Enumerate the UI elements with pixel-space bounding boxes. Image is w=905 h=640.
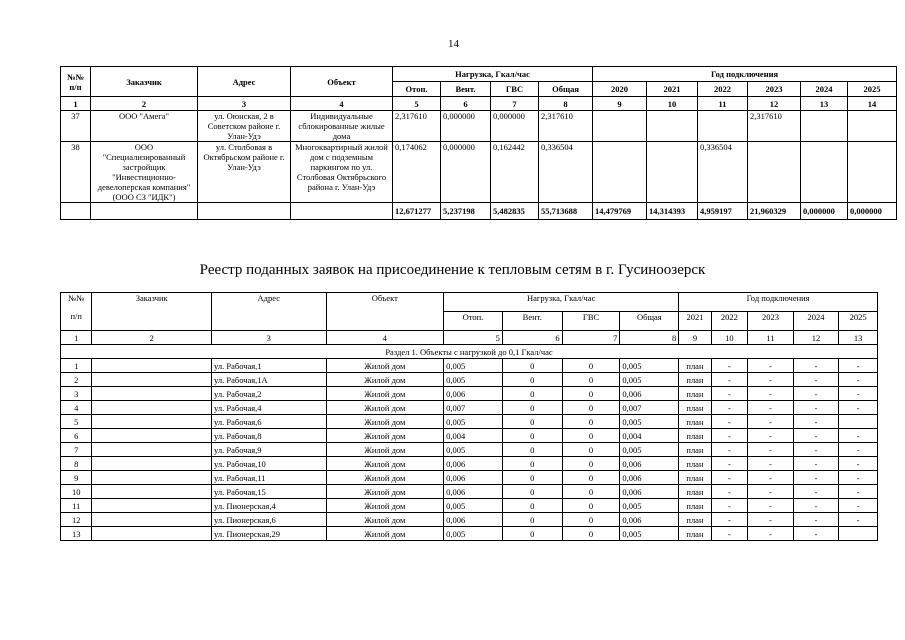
cell-object: Жилой дом — [326, 513, 444, 527]
cell-gvs: 0 — [562, 499, 620, 513]
column-number: 4 — [326, 331, 444, 345]
cell-y2023: - — [748, 373, 794, 387]
cell-y2021: план — [679, 471, 711, 485]
cell-object: Жилой дом — [326, 499, 444, 513]
cell-object: Жилой дом — [326, 415, 444, 429]
cell-y2023: - — [748, 387, 794, 401]
cell-gvs: 0 — [562, 527, 620, 541]
cell-y2024 — [801, 111, 848, 142]
cell-customer — [92, 457, 212, 471]
cell-y2022: - — [711, 513, 747, 527]
cell-num: 8 — [61, 457, 92, 471]
cell-y2024: - — [793, 387, 839, 401]
column-number: 1 — [61, 331, 92, 345]
cell-address: ул. Рабочая,1А — [212, 373, 327, 387]
cell-total: 0,006 — [620, 457, 679, 471]
empty-cell — [291, 203, 393, 220]
total-vent: 5,237198 — [441, 203, 491, 220]
cell-num: 7 — [61, 443, 92, 457]
cell-address: ул. Рабочая,9 — [212, 443, 327, 457]
table-row — [61, 485, 878, 499]
cell-total: 0,005 — [620, 527, 679, 541]
cell-y2023: - — [748, 401, 794, 415]
empty-cell — [198, 203, 291, 220]
column-number: 5 — [393, 97, 441, 111]
cell-address: ул. Столбовая в Октябрьском районе г. Улан-Удэ — [198, 142, 291, 203]
cell-vent: 0 — [502, 415, 562, 429]
cell-y2023: - — [748, 471, 794, 485]
total-y2025: 0,000000 — [848, 203, 897, 220]
column-number: 5 — [444, 331, 503, 345]
cell-y2024: - — [793, 471, 839, 485]
cell-y2024: - — [793, 457, 839, 471]
cell-customer — [92, 485, 212, 499]
cell-y2025: - — [839, 471, 878, 485]
year-col-header: 2021 — [647, 82, 698, 97]
column-number: 1 — [61, 97, 91, 111]
cell-y2020 — [593, 142, 647, 203]
column-number: 8 — [620, 331, 679, 345]
num-header-bottom: п/п — [70, 311, 82, 321]
cell-num: 38 — [61, 142, 91, 203]
column-number: 11 — [748, 331, 794, 345]
cell-y2025: - — [839, 485, 878, 499]
cell-customer — [92, 401, 212, 415]
cell-y2021: план — [679, 485, 711, 499]
cell-vent: 0,000000 — [441, 111, 491, 142]
year-col-header: 2024 — [793, 312, 839, 331]
load-col-header: Общая — [620, 312, 679, 331]
cell-vent: 0,000000 — [441, 142, 491, 203]
cell-y2022: - — [711, 359, 747, 373]
cell-y2021: план — [679, 499, 711, 513]
cell-total: 0,336504 — [539, 142, 593, 203]
cell-y2025: - — [839, 429, 878, 443]
cell-address: ул. Рабочая,4 — [212, 401, 327, 415]
cell-y2021: план — [679, 443, 711, 457]
year-col-header: 2025 — [839, 312, 878, 331]
cell-object: Жилой дом — [326, 429, 444, 443]
empty-cell — [61, 203, 91, 220]
column-number: 12 — [793, 331, 839, 345]
cell-num: 1 — [61, 359, 92, 373]
cell-total: 0,006 — [620, 387, 679, 401]
cell-y2022: - — [711, 527, 747, 541]
cell-heat: 0,006 — [444, 457, 503, 471]
cell-y2025 — [848, 142, 897, 203]
total-y2024: 0,000000 — [801, 203, 848, 220]
cell-y2021: план — [679, 387, 711, 401]
cell-y2023: - — [748, 513, 794, 527]
cell-num: 2 — [61, 373, 92, 387]
cell-y2023: - — [748, 457, 794, 471]
cell-heat: 0,006 — [444, 387, 503, 401]
cell-object: Жилой дом — [326, 401, 444, 415]
cell-y2022: - — [711, 457, 747, 471]
cell-address: ул. Рабочая,10 — [212, 457, 327, 471]
cell-address: ул. Рабочая,2 — [212, 387, 327, 401]
cell-customer: ООО "Специализированный застройщик "Инвестиционно-девелоперская компания" (ООО СЗ "ИДК") — [91, 142, 198, 203]
col-num-header — [61, 293, 92, 331]
year-col-header: 2022 — [698, 82, 748, 97]
table-row — [61, 387, 878, 401]
cell-y2025: - — [839, 513, 878, 527]
cell-total: 2,317610 — [539, 111, 593, 142]
cell-num: 3 — [61, 387, 92, 401]
cell-object: Жилой дом — [326, 373, 444, 387]
cell-heat: 0,004 — [444, 429, 503, 443]
cell-y2022: - — [711, 471, 747, 485]
load-group-header: Нагрузка, Гкал/час — [444, 293, 679, 312]
load-col-header: Вент. — [502, 312, 562, 331]
empty-cell — [91, 203, 198, 220]
total-y2022: 4,959197 — [698, 203, 748, 220]
cell-y2021 — [647, 142, 698, 203]
cell-heat: 0,006 — [444, 471, 503, 485]
cell-address: ул. Рабочая,11 — [212, 471, 327, 485]
section-header: Раздел 1. Объекты с нагрузкой до 0,1 Гкал/час — [61, 345, 878, 359]
cell-total: 0,004 — [620, 429, 679, 443]
cell-gvs: 0 — [562, 373, 620, 387]
total-heat: 12,671277 — [393, 203, 441, 220]
cell-vent: 0 — [502, 457, 562, 471]
cell-y2021: план — [679, 415, 711, 429]
table-row — [61, 415, 878, 429]
cell-y2022: - — [711, 429, 747, 443]
cell-y2023: - — [748, 485, 794, 499]
cell-y2023 — [748, 142, 801, 203]
cell-customer — [92, 415, 212, 429]
cell-total: 0,005 — [620, 415, 679, 429]
cell-vent: 0 — [502, 373, 562, 387]
registry-title: Реестр поданных заявок на присоединение к тепловым сетям в г. Гусиноозерск — [199, 262, 706, 278]
cell-vent: 0 — [502, 513, 562, 527]
cell-gvs: 0 — [562, 401, 620, 415]
column-number: 14 — [848, 97, 897, 111]
cell-object: Многоквартирный жилой дом с подземным паркингом по ул. Столбовая Октябрьского района г. Улан-Удэ — [291, 142, 393, 203]
column-number: 2 — [91, 97, 198, 111]
total-total: 55,713688 — [539, 203, 593, 220]
column-number: 11 — [698, 97, 748, 111]
cell-address: ул. Пионерская,6 — [212, 513, 327, 527]
cell-y2022: - — [711, 401, 747, 415]
cell-customer — [92, 387, 212, 401]
cell-heat: 0,005 — [444, 415, 503, 429]
cell-customer — [92, 499, 212, 513]
cell-heat: 0,006 — [444, 485, 503, 499]
table-row — [61, 499, 878, 513]
cell-y2020 — [593, 111, 647, 142]
column-number: 7 — [491, 97, 539, 111]
cell-total: 0,007 — [620, 401, 679, 415]
column-number: 13 — [801, 97, 848, 111]
cell-y2021: план — [679, 401, 711, 415]
connections-table-gusinoozersk — [60, 292, 878, 541]
cell-y2024: - — [793, 513, 839, 527]
column-number: 4 — [291, 97, 393, 111]
load-col-header: Отоп. — [444, 312, 503, 331]
cell-vent: 0 — [502, 387, 562, 401]
year-col-header: 2021 — [679, 312, 711, 331]
cell-gvs: 0 — [562, 443, 620, 457]
year-group-header: Год подключения — [679, 293, 878, 312]
cell-y2025: - — [839, 387, 878, 401]
cell-num: 5 — [61, 415, 92, 429]
column-number: 8 — [539, 97, 593, 111]
cell-y2025: - — [839, 457, 878, 471]
year-col-header: 2022 — [711, 312, 747, 331]
cell-address: ул. Пионерская,29 — [212, 527, 327, 541]
column-number: 10 — [647, 97, 698, 111]
cell-num: 4 — [61, 401, 92, 415]
cell-y2025 — [839, 415, 878, 429]
cell-y2023: - — [748, 443, 794, 457]
cell-heat: 0,005 — [444, 359, 503, 373]
cell-object: Жилой дом — [326, 387, 444, 401]
column-number: 13 — [839, 331, 878, 345]
cell-y2024: - — [793, 527, 839, 541]
cell-customer — [92, 443, 212, 457]
cell-vent: 0 — [502, 443, 562, 457]
num-header-top: №№ — [68, 293, 85, 303]
cell-gvs: 0 — [562, 457, 620, 471]
cell-heat: 0,005 — [444, 443, 503, 457]
table-row — [61, 471, 878, 485]
cell-y2024 — [801, 142, 848, 203]
cell-total: 0,006 — [620, 513, 679, 527]
connections-table-ulan-ude — [60, 66, 897, 220]
column-number: 7 — [562, 331, 620, 345]
cell-gvs: 0,162442 — [491, 142, 539, 203]
load-col-header: Отоп. — [393, 82, 441, 97]
cell-address: ул. Оюнская, 2 в Советском районе г. Улан-Удэ — [198, 111, 291, 142]
column-number: 9 — [679, 331, 711, 345]
cell-address: ул. Рабочая,1 — [212, 359, 327, 373]
cell-gvs: 0 — [562, 513, 620, 527]
cell-customer — [92, 359, 212, 373]
cell-vent: 0 — [502, 485, 562, 499]
cell-customer — [92, 429, 212, 443]
cell-y2025: - — [839, 401, 878, 415]
cell-vent: 0 — [502, 401, 562, 415]
cell-address: ул. Рабочая,8 — [212, 429, 327, 443]
cell-y2024: - — [793, 401, 839, 415]
table-row — [61, 142, 897, 203]
cell-gvs: 0 — [562, 415, 620, 429]
cell-total: 0,005 — [620, 443, 679, 457]
cell-y2024: - — [793, 373, 839, 387]
column-number: 3 — [212, 331, 327, 345]
cell-y2021: план — [679, 359, 711, 373]
column-number: 2 — [92, 331, 212, 345]
cell-y2021 — [647, 111, 698, 142]
cell-y2025 — [839, 527, 878, 541]
page-number: 14 — [448, 38, 459, 50]
total-y2023: 21,960329 — [748, 203, 801, 220]
cell-y2021: план — [679, 513, 711, 527]
col-customer-header: Заказчик — [91, 67, 198, 97]
cell-customer — [92, 527, 212, 541]
cell-y2022: - — [711, 387, 747, 401]
cell-customer — [92, 513, 212, 527]
year-group-header: Год подключения — [593, 67, 897, 82]
cell-num: 11 — [61, 499, 92, 513]
cell-num: 12 — [61, 513, 92, 527]
cell-heat: 0,005 — [444, 373, 503, 387]
cell-y2021: план — [679, 457, 711, 471]
table-row — [61, 401, 878, 415]
cell-num: 10 — [61, 485, 92, 499]
cell-heat: 0,006 — [444, 513, 503, 527]
cell-vent: 0 — [502, 527, 562, 541]
cell-object: Жилой дом — [326, 485, 444, 499]
cell-total: 0,005 — [620, 499, 679, 513]
column-number: 10 — [711, 331, 747, 345]
cell-object: Индивидуальные сблокированные жилые дома — [291, 111, 393, 142]
cell-customer — [92, 471, 212, 485]
cell-total: 0,005 — [620, 359, 679, 373]
cell-total: 0,006 — [620, 485, 679, 499]
cell-gvs: 0 — [562, 387, 620, 401]
cell-y2021: план — [679, 429, 711, 443]
table-row — [61, 513, 878, 527]
total-gvs: 5,482835 — [491, 203, 539, 220]
cell-y2025 — [848, 111, 897, 142]
cell-y2021: план — [679, 527, 711, 541]
cell-y2023: - — [748, 415, 794, 429]
col-num-header: №№ п/п — [61, 67, 91, 97]
cell-y2025: - — [839, 359, 878, 373]
table-row — [61, 429, 878, 443]
cell-y2024: - — [793, 415, 839, 429]
cell-y2022: 0,336504 — [698, 142, 748, 203]
cell-y2023: - — [748, 527, 794, 541]
col-customer-header: Заказчик — [92, 293, 212, 331]
cell-object: Жилой дом — [326, 457, 444, 471]
cell-heat: 0,005 — [444, 499, 503, 513]
col-object-header: Объект — [291, 67, 393, 97]
cell-y2023: 2,317610 — [748, 111, 801, 142]
table-row — [61, 527, 878, 541]
col-address-header: Адрес — [198, 67, 291, 97]
col-address-header: Адрес — [212, 293, 327, 331]
cell-vent: 0 — [502, 499, 562, 513]
cell-address: ул. Рабочая,6 — [212, 415, 327, 429]
cell-num: 37 — [61, 111, 91, 142]
col-object-header: Объект — [326, 293, 444, 331]
cell-heat: 0,005 — [444, 527, 503, 541]
cell-heat: 2,317610 — [393, 111, 441, 142]
load-group-header: Нагрузка, Гкал/час — [393, 67, 593, 82]
cell-y2023: - — [748, 359, 794, 373]
totals-row — [61, 203, 897, 220]
load-col-header: Вент. — [441, 82, 491, 97]
load-col-header: ГВС — [491, 82, 539, 97]
cell-total: 0,006 — [620, 471, 679, 485]
cell-y2024: - — [793, 485, 839, 499]
year-col-header: 2020 — [593, 82, 647, 97]
cell-vent: 0 — [502, 359, 562, 373]
cell-gvs: 0 — [562, 485, 620, 499]
cell-y2023: - — [748, 429, 794, 443]
cell-customer: ООО "Амега" — [91, 111, 198, 142]
cell-y2025: - — [839, 373, 878, 387]
cell-y2022: - — [711, 415, 747, 429]
column-number: 9 — [593, 97, 647, 111]
load-col-header: ГВС — [562, 312, 620, 331]
cell-num: 6 — [61, 429, 92, 443]
year-col-header: 2023 — [748, 312, 794, 331]
cell-vent: 0 — [502, 471, 562, 485]
table-row — [61, 457, 878, 471]
cell-num: 9 — [61, 471, 92, 485]
year-col-header: 2025 — [848, 82, 897, 97]
cell-object: Жилой дом — [326, 443, 444, 457]
cell-y2022 — [698, 111, 748, 142]
table-row — [61, 111, 897, 142]
cell-y2024: - — [793, 429, 839, 443]
cell-object: Жилой дом — [326, 359, 444, 373]
table-row — [61, 443, 878, 457]
cell-gvs: 0 — [562, 359, 620, 373]
table-row — [61, 359, 878, 373]
cell-y2024: - — [793, 443, 839, 457]
cell-address: ул. Рабочая,15 — [212, 485, 327, 499]
cell-y2023: - — [748, 499, 794, 513]
cell-y2024: - — [793, 499, 839, 513]
cell-y2021: план — [679, 373, 711, 387]
column-number: 6 — [502, 331, 562, 345]
cell-gvs: 0 — [562, 429, 620, 443]
total-y2020: 14,479769 — [593, 203, 647, 220]
cell-customer — [92, 373, 212, 387]
total-y2021: 14,314393 — [647, 203, 698, 220]
cell-object: Жилой дом — [326, 527, 444, 541]
cell-y2022: - — [711, 485, 747, 499]
cell-y2025: - — [839, 499, 878, 513]
table-row — [61, 373, 878, 387]
cell-y2022: - — [711, 499, 747, 513]
cell-heat: 0,174062 — [393, 142, 441, 203]
cell-heat: 0,007 — [444, 401, 503, 415]
load-col-header: Общая — [539, 82, 593, 97]
cell-y2025: - — [839, 443, 878, 457]
column-number: 3 — [198, 97, 291, 111]
cell-vent: 0 — [502, 429, 562, 443]
year-col-header: 2024 — [801, 82, 848, 97]
cell-gvs: 0 — [562, 471, 620, 485]
cell-y2024: - — [793, 359, 839, 373]
cell-num: 13 — [61, 527, 92, 541]
cell-y2022: - — [711, 443, 747, 457]
cell-address: ул. Пионерская,4 — [212, 499, 327, 513]
column-number: 6 — [441, 97, 491, 111]
year-col-header: 2023 — [748, 82, 801, 97]
cell-gvs: 0,000000 — [491, 111, 539, 142]
cell-y2022: - — [711, 373, 747, 387]
column-number: 12 — [748, 97, 801, 111]
cell-total: 0,005 — [620, 373, 679, 387]
cell-object: Жилой дом — [326, 471, 444, 485]
